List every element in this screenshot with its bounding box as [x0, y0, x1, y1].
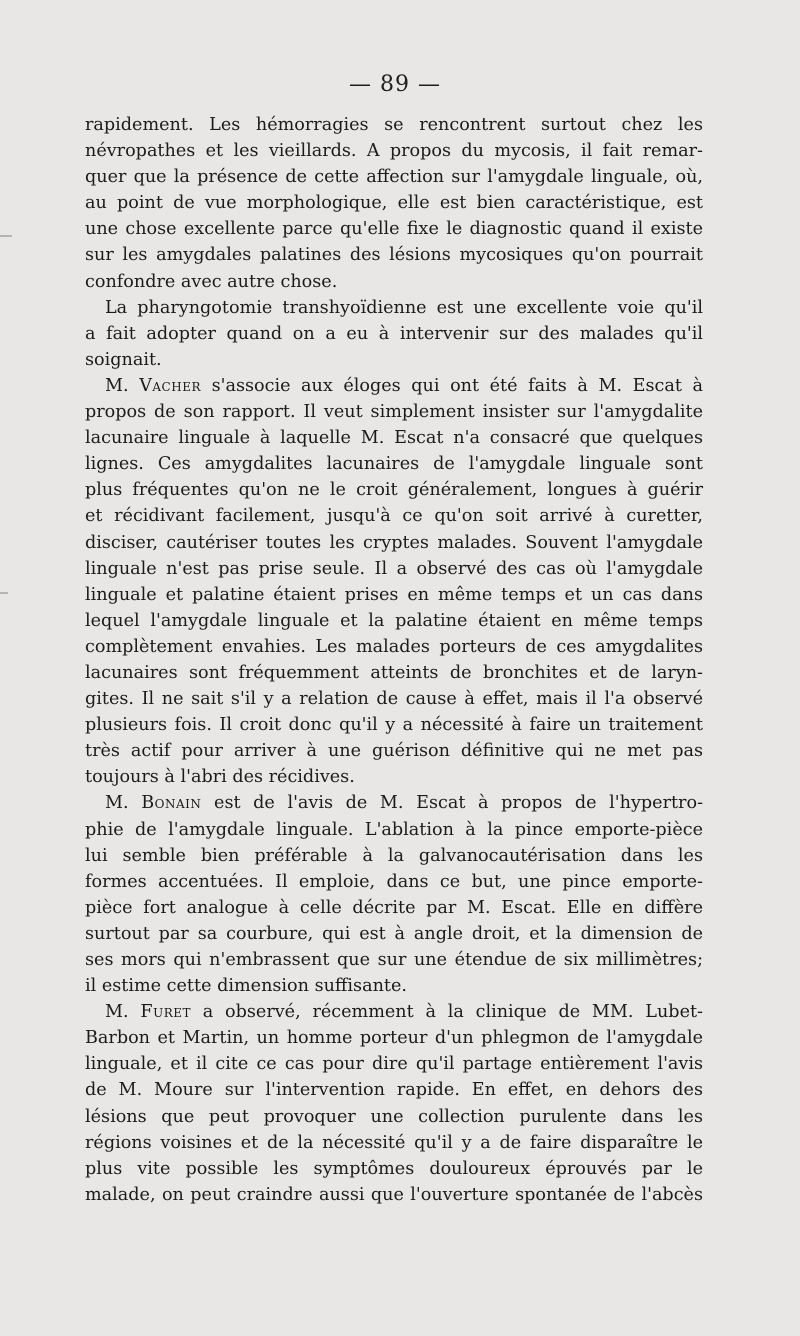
text-line: confondre avec autre chose.: [85, 271, 338, 292]
text-line: phie de l'amygdale linguale. L'ablation à la pince emporte-pièce: [85, 819, 703, 840]
text-line: M. Vacher s'associe aux éloges qui ont été faits à M. Escat à: [105, 375, 703, 396]
text-line: La pharyngotomie transhyoïdienne est une excellente voie qu'il: [105, 297, 703, 318]
text-line: complètement envahies. Les malades porteurs de ces amygdalites: [85, 636, 703, 657]
text-line: toujours à l'abri des récidives.: [85, 767, 355, 788]
margin-mark: [0, 235, 12, 237]
text-line: régions voisines et de la nécessité qu'il y a de faire disparaître le: [85, 1132, 703, 1153]
text-line: a fait adopter quand on a eu à intervenir sur des malades qu'il: [85, 323, 703, 344]
text-line: rapidement. Les hémorragies se rencontrent surtout chez les: [85, 115, 703, 135]
body-text: [85, 112, 703, 1208]
text-line: propos de son rapport. Il veut simplement insister sur l'amygdalite: [85, 402, 703, 423]
text-line: de M. Moure sur l'intervention rapide. En effet, en dehors des: [85, 1080, 703, 1101]
speaker-name: Furet: [140, 1002, 191, 1023]
text-line: linguale n'est pas prise seule. Il a observé des cas où l'amygdale: [85, 558, 703, 579]
text-line: M. Bonain est de l'avis de M. Escat à propos de l'hypertro-: [105, 793, 704, 814]
text-line: quer que la présence de cette affection sur l'amygdale linguale, où,: [85, 167, 703, 188]
text-line: plus fréquentes qu'on ne le croit généralement, longues à guérir: [85, 480, 703, 501]
text-line: formes accentuées. Il emploie, dans ce but, une pince emporte-: [85, 871, 703, 892]
text-line: linguale, et il cite ce cas pour dire qu'il partage entièrement l'avis: [85, 1054, 703, 1075]
text-line: une chose excellente parce qu'elle fixe le diagnostic quand il existe: [85, 219, 703, 240]
text-line: lésions que peut provoquer une collection purulente dans les: [85, 1106, 703, 1127]
text-line: Barbon et Martin, un homme porteur d'un phlegmon de l'amygdale: [85, 1028, 703, 1049]
speaker-name: Bonain: [141, 793, 202, 814]
margin-mark: [0, 592, 8, 594]
text-line: surtout par sa courbure, qui est à angle droit, et la dimension de: [85, 923, 703, 944]
text-line: lignes. Ces amygdalites lacunaires de l'amygdale linguale sont: [85, 454, 703, 475]
text-line: soignait.: [85, 349, 162, 370]
text-line: très actif pour arriver à une guérison définitive qui ne met pas: [85, 741, 703, 762]
text-line: et récidivant facilement, jusqu'à ce qu'on soit arrivé à curetter,: [85, 506, 703, 527]
text-line: ses mors qui n'embrassent que sur une étendue de six millimètres;: [85, 950, 703, 970]
text-line: au point de vue morphologique, elle est bien caractéristique, est: [85, 193, 703, 214]
text-line: plus vite possible les symptômes douloureux éprouvés par le: [85, 1158, 703, 1179]
text-line: sur les amygdales palatines des lésions mycosiques qu'on pourrait: [85, 245, 703, 266]
text-line: lacunaires sont fréquemment atteints de bronchites et de laryn-: [85, 662, 703, 683]
text-line: pièce fort analogue à celle décrite par M. Escat. Elle en diffère: [85, 897, 703, 918]
text-line: M. Furet a observé, récemment à la clinique de MM. Lubet-: [105, 1002, 703, 1023]
text-line: disciser, cautériser toutes les cryptes malades. Souvent l'amygdale: [85, 532, 703, 553]
text-line: gites. Il ne sait s'il y a relation de cause à effet, mais il l'a observé: [85, 689, 703, 710]
text-line: malade, on peut craindre aussi que l'ouverture spontanée de l'abcès: [85, 1184, 703, 1205]
text-line: plusieurs fois. Il croit donc qu'il y a nécessité à faire un traitement: [85, 715, 703, 736]
text-line: lui semble bien préférable à la galvanocautérisation dans les: [85, 845, 703, 866]
text-line: linguale et palatine étaient prises en même temps et un cas dans: [85, 584, 703, 605]
text-line: lequel l'amygdale linguale et la palatine étaient en même temps: [85, 610, 703, 631]
speaker-name: Vacher: [139, 375, 202, 396]
text-line: névropathes et les vieillards. A propos du mycosis, il fait remar-: [85, 141, 703, 162]
text-line: lacunaire linguale à laquelle M. Escat n'a consacré que quelques: [85, 428, 703, 449]
text-line: il estime cette dimension suffisante.: [85, 976, 407, 997]
page-number: — 89 —: [349, 72, 441, 97]
